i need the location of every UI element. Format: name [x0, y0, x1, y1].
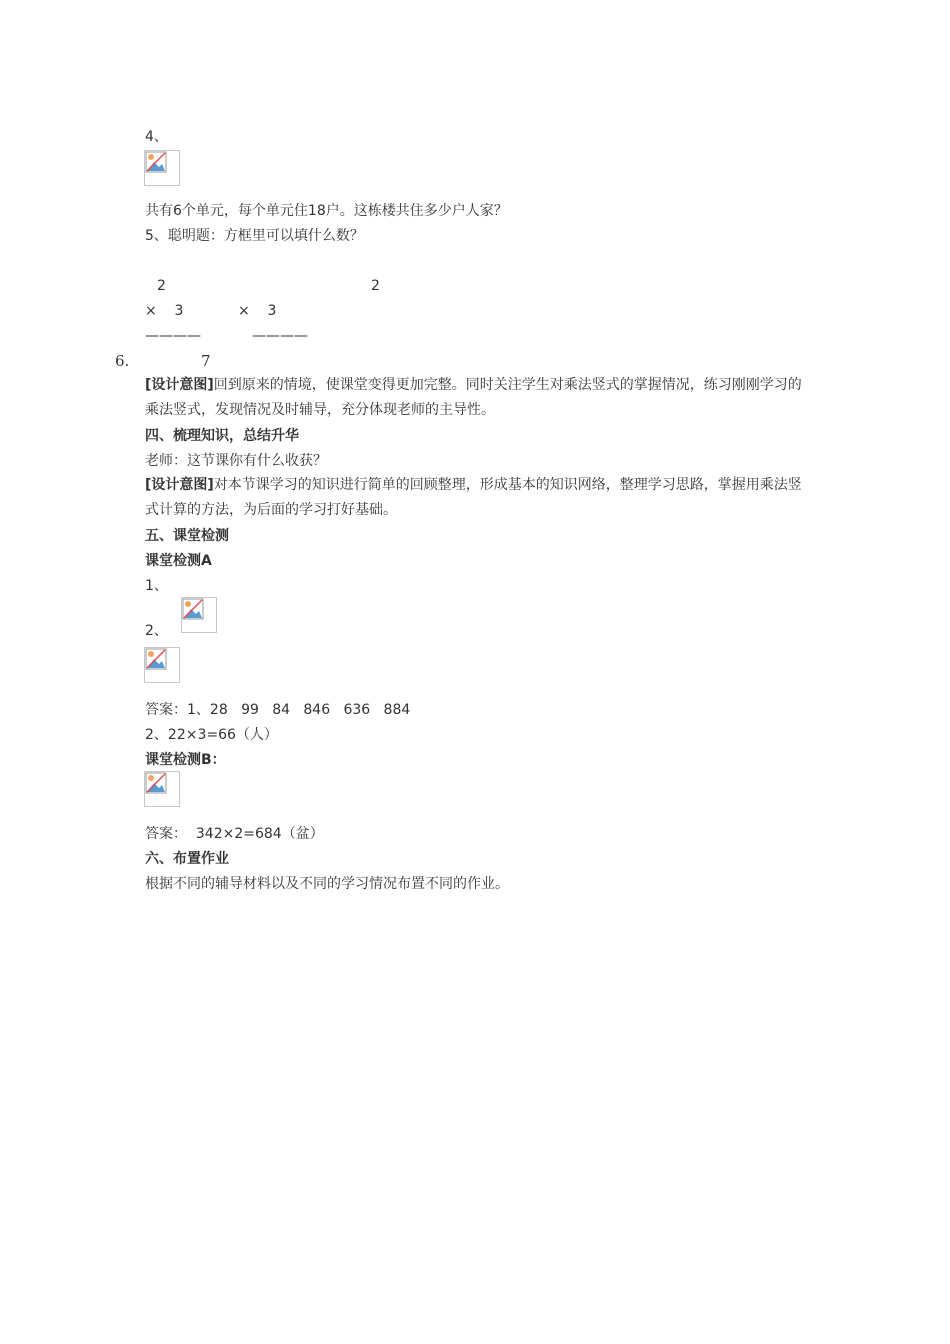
q5-a-top: 2: [157, 278, 166, 294]
broken-image-icon: [181, 597, 217, 633]
q5-a-mul: × 3: [145, 303, 184, 319]
q6-number: 6.: [115, 352, 130, 370]
test-a-heading: 课堂检测A: [145, 553, 212, 569]
q5-b-top: 2: [371, 278, 380, 294]
test-a-item-1: 1、: [145, 578, 168, 594]
design-intent-2: [145, 473, 810, 523]
broken-image-icon: [144, 150, 180, 186]
homework-text: 根据不同的辅导材料以及不同的学习情况布置不同的作业。: [145, 876, 509, 892]
q5-b-mul: × 3: [238, 303, 277, 319]
answer-b: 答案： 342×2=684（盆）: [145, 826, 324, 842]
q4-text: 共有6个单元，每个单元住18户。这栋楼共住多少户人家？: [145, 203, 508, 219]
q6-digit: 7: [201, 352, 211, 370]
broken-image-icon: [144, 771, 180, 807]
design-intent-1: [145, 373, 810, 423]
design-intent-tag: [设计意图]: [145, 477, 214, 493]
answer-a-2: 2、22×3=66（人）: [145, 727, 278, 743]
section6-heading: 六、布置作业: [145, 851, 229, 867]
q5-b-rule: ————: [252, 328, 308, 344]
test-a-item-2: 2、: [145, 623, 168, 639]
section4-heading: 四、梳理知识，总结升华: [145, 428, 299, 444]
q4-label: 4、: [145, 129, 168, 145]
broken-image-icon: [144, 647, 180, 683]
test-b-heading: 课堂检测B：: [145, 752, 226, 768]
section5-heading: 五、课堂检测: [145, 528, 229, 544]
teacher-question: 老师：这节课你有什么收获？: [145, 453, 327, 469]
answer-a-1: 答案：1、28 99 84 846 636 884: [145, 702, 411, 718]
q5-label: 5、聪明题：方框里可以填什么数？: [145, 228, 364, 244]
design-intent-text: 回到原来的情境，使课堂变得更加完整。同时关注学生对乘法竖式的掌握情况，练习刚刚学习的乘法竖式，发现情况及时辅导，充分体现老师的主导性。: [145, 377, 802, 418]
design-intent-text: 对本节课学习的知识进行简单的回顾整理，形成基本的知识网络，整理学习思路，掌握用乘法竖式计算的方法，为后面的学习打好基础。: [145, 477, 802, 518]
design-intent-tag: [设计意图]: [145, 377, 214, 393]
q5-a-rule: ————: [145, 328, 201, 344]
